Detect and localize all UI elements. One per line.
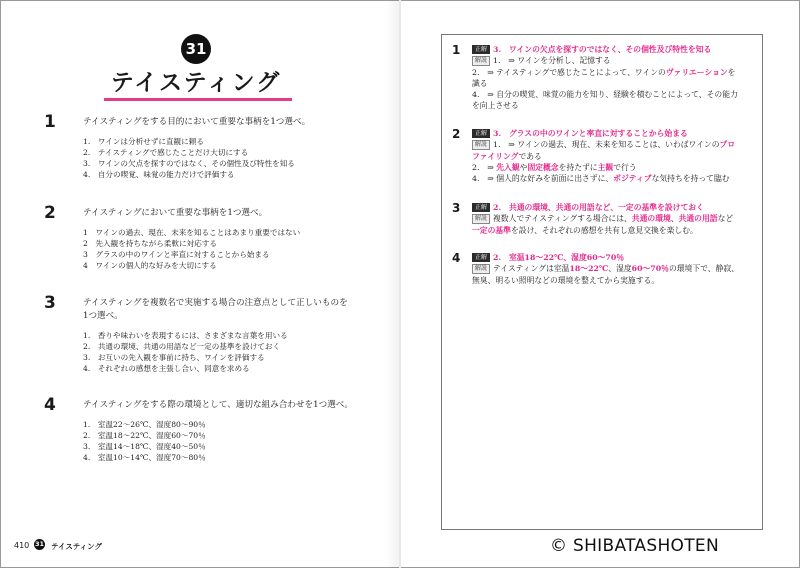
option-item: 1. ワインは分析せずに直観に頼る bbox=[83, 137, 204, 146]
correct-badge: 正解 bbox=[472, 45, 490, 54]
explanation-line: テイスティングは室温18～22℃、湿度60～70％の環境下で、静寂、 bbox=[493, 264, 739, 274]
highlighted-term: 一定の基準 bbox=[472, 225, 511, 235]
correct-answer-line bbox=[472, 128, 760, 139]
option-list bbox=[83, 330, 364, 374]
correct-answer-text: 2. 室温18～22℃、湿度60～70％ bbox=[493, 253, 625, 262]
option-item: 1. 香りや味わいを表現するには、さまざまな言葉を用いる bbox=[83, 331, 288, 340]
option-item: 3. 室温14～18℃、湿度40～50％ bbox=[83, 442, 206, 451]
highlighted-term: ファイリング bbox=[472, 151, 519, 161]
question-2 bbox=[44, 203, 364, 271]
highlighted-term: 共通の用語 bbox=[678, 214, 718, 224]
explanation-line: 識る bbox=[472, 78, 488, 88]
option-item: 1. 室温22～26℃、湿度80～90％ bbox=[83, 420, 206, 429]
highlighted-term: 18～22℃ bbox=[569, 264, 609, 274]
correct-answer-line bbox=[472, 252, 760, 263]
highlighted-term: 固定概念 bbox=[527, 162, 559, 172]
option-item: 4. 自分の喫覚、味覚の能力だけで評価する bbox=[83, 170, 235, 179]
option-list bbox=[83, 227, 364, 271]
question-number: 3 bbox=[44, 293, 56, 313]
answer-number: 3 bbox=[452, 201, 461, 215]
explanation-line: 無臭、明るい照明などの環境を整えてから実施する。 bbox=[472, 275, 660, 285]
explanation-line: 4. ⇒ 自分の喫覚、味覚の能力を知り、経験を積むことによって、その能力 bbox=[472, 90, 738, 100]
highlighted-term: 主観 bbox=[597, 162, 614, 172]
question-text: テイスティングを複数名で実施する場合の注意点として正しいものを1つ選べ。 bbox=[83, 298, 348, 321]
question-3 bbox=[44, 293, 364, 374]
explanation-line: 4. ⇒ 個人的な好みを前面に出さずに、ポジティブな気持ちを持って臨む bbox=[472, 174, 730, 184]
correct-answer-text: 2. 共通の環境、共通の用語など、一定の基準を設けておく bbox=[493, 203, 704, 212]
correct-answer-text: 3. ワインの欠点を探すのではなく、その個性及び特性を知る bbox=[493, 45, 712, 54]
footer-chapter-badge: 31 bbox=[34, 540, 45, 548]
highlighted-term: ポジティブ bbox=[613, 174, 652, 184]
explanation-line: 2. ⇒ テイスティングで感じたことによって、ワインのヴァリエーションを bbox=[472, 67, 736, 77]
explanation-line: 複数人でテイスティングする場合には、共通の環境、共通の用語など bbox=[493, 214, 734, 224]
question-text: テイスティングにおいて重要な事柄を1つ選べ。 bbox=[83, 208, 268, 218]
highlighted-term: 60～70％ bbox=[631, 264, 669, 274]
answer-3 bbox=[452, 202, 760, 236]
explanation-badge: 解説 bbox=[472, 56, 490, 66]
question-number: 1 bbox=[44, 112, 56, 132]
option-item: 4 ワインの個人的な好みを大切にする bbox=[83, 261, 217, 270]
correct-answer-line bbox=[472, 202, 760, 213]
option-item: 3. お互いの先入観を事前に持ち、ワインを評価する bbox=[83, 353, 265, 362]
explanation-line: ファイリングである bbox=[472, 151, 542, 161]
answer-1 bbox=[452, 44, 760, 112]
spine-shadow bbox=[386, 0, 400, 568]
answer-number: 1 bbox=[452, 43, 461, 57]
highlighted-term: プロ bbox=[719, 140, 736, 150]
copyright-watermark: © SHIBATASHOTEN bbox=[550, 536, 719, 556]
question-text: テイスティングをする際の環境として、適切な組み合わせを1つ選べ。 bbox=[83, 400, 353, 410]
option-item: 3 グラスの中のワインと率直に対することから始まる bbox=[83, 250, 270, 259]
option-list bbox=[83, 136, 364, 180]
explanation-line: 一定の基準を設け、それぞれの感想を共有し意見交換を楽しむ。 bbox=[472, 225, 698, 235]
correct-answer-text: 3. グラスの中のワインと率直に対することから始まる bbox=[493, 129, 688, 138]
explanation-badge: 解説 bbox=[472, 264, 490, 274]
option-item: 4. 室温10～14℃、湿度70～80％ bbox=[83, 453, 206, 462]
option-item: 2 先入観を持ちながら柔軟に対応する bbox=[83, 239, 217, 248]
option-item: 4. それぞれの感想を主張し合い、同意を求める bbox=[83, 364, 250, 373]
correct-badge: 正解 bbox=[472, 129, 490, 138]
explanation-line: を向上させる bbox=[472, 101, 519, 111]
answer-number: 4 bbox=[452, 251, 461, 265]
question-1 bbox=[44, 112, 364, 180]
correct-badge: 正解 bbox=[472, 253, 490, 262]
chapter-title: テイスティング bbox=[110, 70, 282, 96]
title-underline bbox=[104, 98, 292, 101]
book-spine bbox=[399, 0, 401, 568]
answer-number: 2 bbox=[452, 127, 461, 141]
footer-chapter-title: テイスティング bbox=[51, 542, 102, 551]
chapter-number-badge: 31 bbox=[181, 34, 211, 64]
option-item: 2. 室温18～22℃、湿度60～70％ bbox=[83, 431, 206, 440]
question-text: テイスティングをする目的において重要な事柄を1つ選べ。 bbox=[83, 117, 311, 127]
explanation-line: 2. ⇒ 先入観や固定概念を持たずに主観で行う bbox=[472, 162, 637, 172]
option-list bbox=[83, 419, 364, 463]
highlighted-term: ヴァリエーション bbox=[665, 67, 728, 77]
highlighted-term: 先入観 bbox=[496, 162, 520, 172]
explanation-badge: 解説 bbox=[472, 140, 490, 150]
correct-answer-line bbox=[472, 44, 760, 55]
answer-2 bbox=[452, 128, 760, 184]
answer-4 bbox=[452, 252, 760, 286]
page-number: 410 bbox=[14, 541, 30, 550]
correct-badge: 正解 bbox=[472, 203, 490, 212]
option-item: 2. テイスティングで感じたことだけ大切にする bbox=[83, 148, 249, 157]
explanation-line: 1. ⇒ ワインの過去、現在、未来を知ることは、いわばワインのプロ bbox=[493, 140, 736, 150]
option-item: 3. ワインの欠点を探すのではなく、その個性及び特性を知る bbox=[83, 159, 295, 168]
explanation-line: 1. ⇒ ワインを分析し、記憶する bbox=[493, 56, 611, 66]
option-item: 1 ワインの過去、現在、未来を知ることはあまり重要ではない bbox=[83, 228, 301, 237]
question-number: 4 bbox=[44, 395, 56, 415]
question-number: 2 bbox=[44, 203, 56, 223]
highlighted-term: 共通の環境 bbox=[631, 214, 671, 224]
explanation-badge: 解説 bbox=[472, 214, 490, 224]
option-item: 2. 共通の環境、共通の用語など一定の基準を設けておく bbox=[83, 342, 281, 351]
question-4 bbox=[44, 395, 364, 463]
